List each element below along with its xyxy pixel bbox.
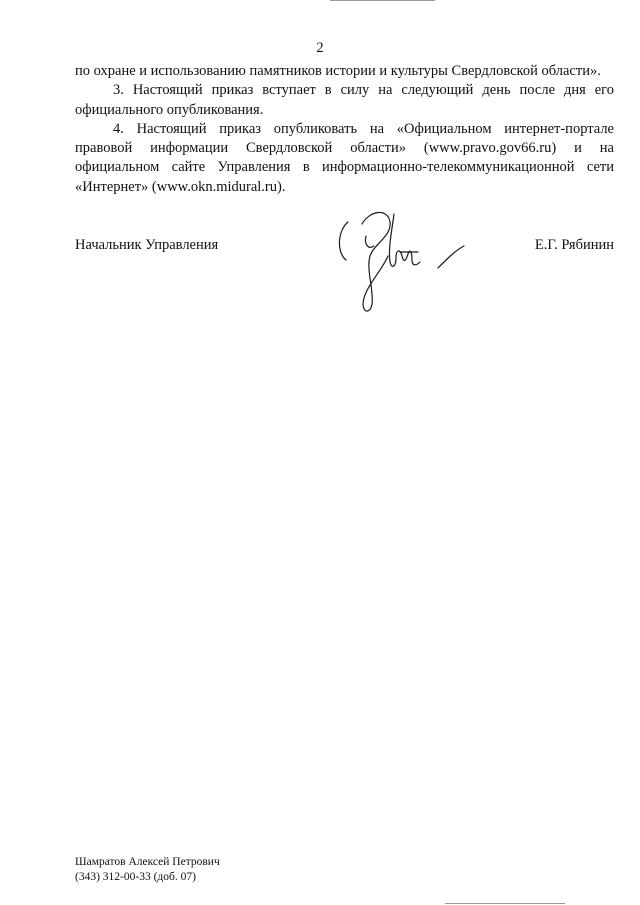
executor-info <box>75 855 220 885</box>
signatory-name: Е.Г. Рябинин <box>534 237 614 253</box>
handwritten-signature <box>330 200 480 325</box>
paragraph-continuation: по охране и использованию памятников истории и культуры Свердловской области». <box>75 63 601 79</box>
page-number: 2 <box>316 40 324 56</box>
paragraph-item-4: 4. Настоящий приказ опубликовать на «Официальном интернет-портале правовой информации Свердловской области» (www.pravo.gov66.ru) и на официальном сайте Управления в информационно-телекоммуникационной сети «Интернет» (www.okn.midural.ru). <box>75 120 614 195</box>
paragraph-item-3: 3. Настоящий приказ вступает в силу на следующий день после дня его официального опубликования. <box>75 82 614 118</box>
scan-edge-mark-bottom <box>445 903 565 904</box>
executor-phone: (343) 312-00-33 (доб. 07) <box>75 871 196 883</box>
signatory-position: Начальник Управления <box>75 237 219 253</box>
scan-edge-mark-top <box>330 0 435 1</box>
document-body <box>75 62 614 197</box>
executor-name: Шамратов Алексей Петрович <box>75 856 220 868</box>
